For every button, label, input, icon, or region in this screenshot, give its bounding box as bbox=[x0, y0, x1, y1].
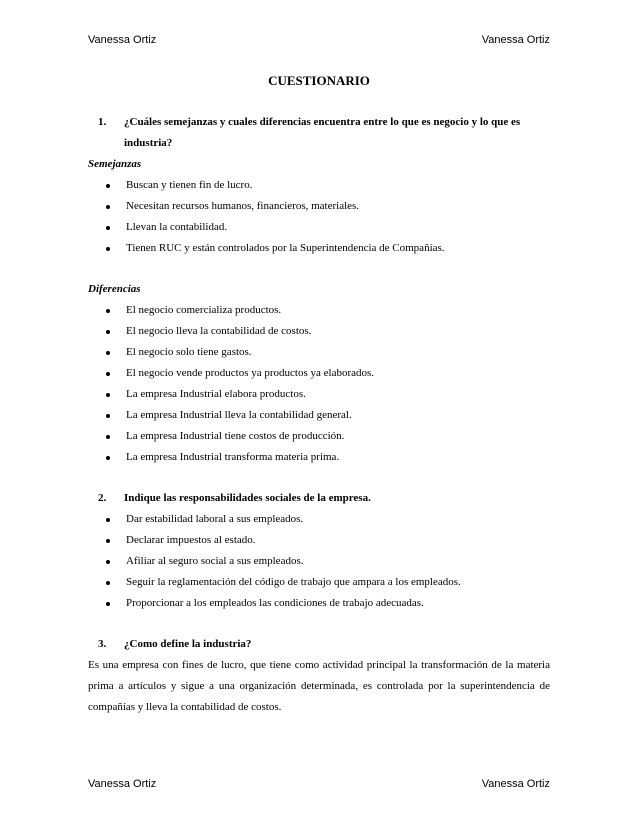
responsabilidades-list bbox=[88, 509, 550, 614]
semejanzas-list bbox=[88, 175, 550, 259]
list-item: Llevan la contabilidad. bbox=[88, 217, 550, 238]
header-right-author: Vanessa Ortiz bbox=[481, 34, 550, 46]
question-text: ¿Cuáles semejanzas y cuales diferencias encuentra entre lo que es negocio y lo que es industria? bbox=[124, 116, 521, 149]
list-item: El negocio lleva la contabilidad de costos. bbox=[88, 321, 550, 342]
document-body bbox=[88, 68, 550, 718]
list-item: El negocio comercializa productos. bbox=[88, 300, 550, 321]
list-item: Proporcionar a los empleados las condiciones de trabajo adecuadas. bbox=[88, 593, 550, 614]
list-item: El negocio vende productos ya productos ya elaborados. bbox=[88, 363, 550, 384]
semejanzas-heading: Semejanzas bbox=[88, 158, 142, 170]
list-item: Afiliar al seguro social a sus empleados. bbox=[88, 551, 550, 572]
question-1 bbox=[98, 112, 550, 154]
list-item: La empresa Industrial lleva la contabilidad general. bbox=[88, 405, 550, 426]
question-number: 2. bbox=[98, 492, 107, 504]
diferencias-list bbox=[88, 300, 550, 468]
footer-right-author: Vanessa Ortiz bbox=[481, 778, 550, 790]
footer-left-author: Vanessa Ortiz bbox=[88, 778, 157, 790]
page-footer bbox=[88, 778, 550, 790]
list-item: Buscan y tienen fin de lucro. bbox=[88, 175, 550, 196]
list-item: La empresa Industrial elabora productos. bbox=[88, 384, 550, 405]
list-item: La empresa Industrial tiene costos de producción. bbox=[88, 426, 550, 447]
list-item: Necesitan recursos humanos, financieros, materiales. bbox=[88, 196, 550, 217]
list-item: Dar estabilidad laboral a sus empleados. bbox=[88, 509, 550, 530]
question-number: 1. bbox=[98, 116, 107, 128]
page-header bbox=[88, 34, 550, 46]
question-number: 3. bbox=[98, 638, 107, 650]
answer-paragraph: Es una empresa con fines de lucro, que tiene como actividad principal la transformación de la materia prima a artículos y sigue a una organización determinada, es controlada por la superintendencia de compañías y lleva la contabilidad de costos. bbox=[88, 659, 550, 713]
list-item: La empresa Industrial transforma materia prima. bbox=[88, 447, 550, 468]
document-title: CUESTIONARIO bbox=[268, 73, 370, 88]
list-item: Tienen RUC y están controlados por la Superintendencia de Compañías. bbox=[88, 238, 550, 259]
question-text: ¿Como define la industria? bbox=[124, 638, 252, 650]
list-item: El negocio solo tiene gastos. bbox=[88, 342, 550, 363]
question-2 bbox=[98, 488, 550, 509]
question-text: Indique las responsabilidades sociales de la empresa. bbox=[124, 492, 371, 504]
list-item: Seguir la reglamentación del código de trabajo que ampara a los empleados. bbox=[88, 572, 550, 593]
list-item: Declarar impuestos al estado. bbox=[88, 530, 550, 551]
diferencias-heading: Diferencias bbox=[88, 283, 141, 295]
question-3 bbox=[98, 634, 550, 655]
header-left-author: Vanessa Ortiz bbox=[88, 34, 157, 46]
